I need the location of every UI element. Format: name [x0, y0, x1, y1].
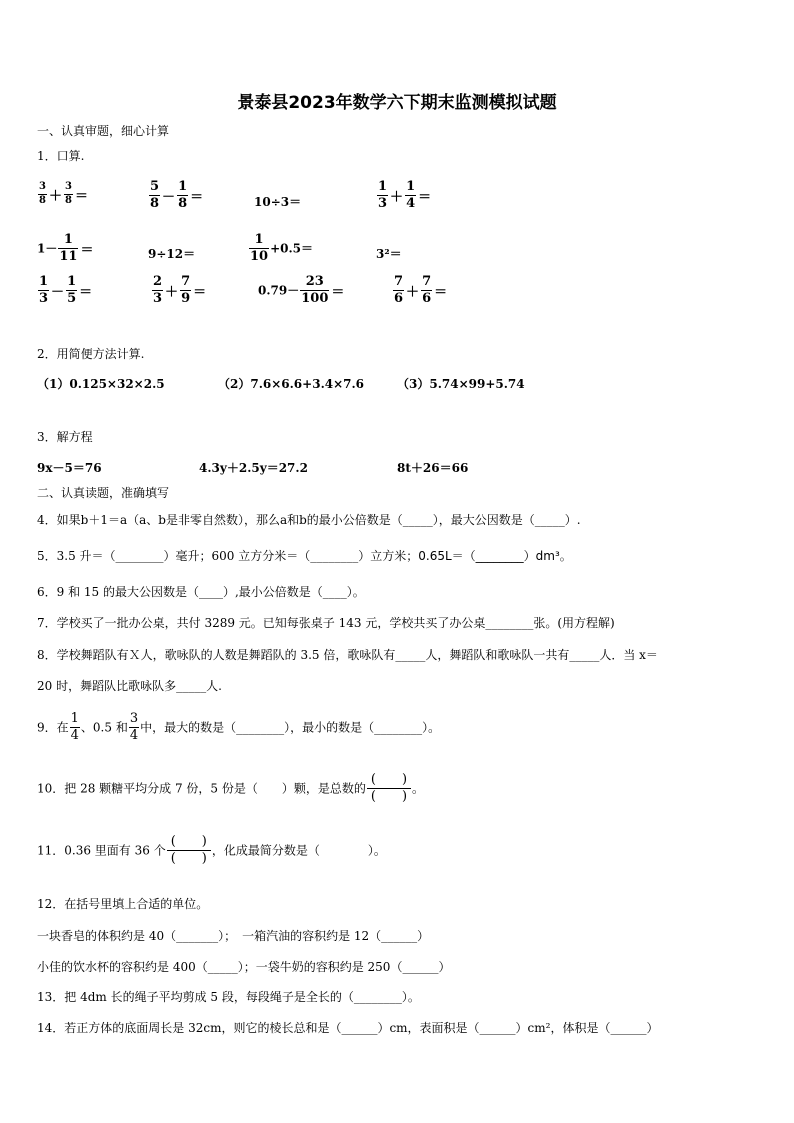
q14-text: 14．若正方体的底面周长是 32cm，则它的棱长总和是（______）cm，表面积是（______）cm²，体积是（______） — [37, 1021, 659, 1035]
q12-line-1: 一块香皂的体积约是 40（_______）； 一箱汽油的容积约是 12（______） — [37, 929, 430, 943]
calc-2c: $\frac{1}{10}$ +0.5＝ — [250, 232, 314, 264]
q3-label: 3．解方程 — [37, 430, 93, 444]
q4-text: 4．如果b＋1＝a（a、b是非零自然数），那么a和b的最小公倍数是（_____），最大公因数是（_____）. — [37, 513, 581, 527]
q12-line-2: 小佳的饮水杯的容积约是 400（_____）；一袋牛奶的容积约是 250（______） — [37, 960, 451, 974]
q2-item-3: （3）5.74×99+5.74 — [397, 377, 525, 391]
q2-item-1: （1）0.125×32×2.5 — [37, 377, 165, 391]
q8-line-2: 20 时，舞蹈队比歌咏队多_____人. — [37, 679, 222, 693]
q6-text: 6．9 和 15 的最大公因数是（____）,最小公倍数是（____）。 — [37, 585, 365, 599]
page-title: 景泰县2023年数学六下期末监测模拟试题 — [237, 93, 557, 113]
q5 — [37, 547, 572, 564]
calc-1a: $\frac{3}{8}$ ＋ $\frac{3}{8}$ ＝ — [39, 181, 88, 206]
q9: 9．在 $\frac{1}{4}$ 、0.5 和 $\frac{3}{4}$ 中，最大的数是（________），最小的数是（________）。 — [37, 711, 441, 743]
calc-3d: $\frac{7}{6}$ ＋ $\frac{7}{6}$ ＝ — [394, 274, 448, 306]
section-1-heading: 一、认真审题，细心计算 — [37, 124, 170, 138]
calc-2d: 3²＝ — [376, 247, 402, 261]
section-2-heading: 二、认真读题，准确填写 — [37, 486, 170, 500]
q5-tail: 0.65L＝（________）dm³。 — [418, 549, 572, 563]
calc-1b: $\frac{5}{8}$ － $\frac{1}{8}$ ＝ — [150, 179, 204, 211]
calc-2a: 1－ $\frac{1}{11}$ ＝ — [37, 232, 94, 264]
q3-item-1: 9x－5＝76 — [37, 461, 102, 475]
q5-text: 5．3.5 升＝（________）毫升；600 立方分米＝（________）立方米； — [37, 549, 419, 563]
calc-3b: $\frac{2}{3}$ ＋ $\frac{7}{9}$ ＝ — [153, 274, 207, 306]
q2-item-2: （2）7.6×6.6+3.4×7.6 — [218, 377, 365, 391]
calc-1d: $\frac{1}{3}$ ＋ $\frac{1}{4}$ ＝ — [378, 179, 432, 211]
q10: 10．把 28 颗糖平均分成 7 份，5 份是（ ）颗，是总数的 $\frac{( )}{( )}$ 。 — [37, 772, 425, 804]
q8-line-1: 8．学校舞蹈队有Ｘ人，歌咏队的人数是舞蹈队的 3.5 倍，歌咏队有_____人，舞蹈队和歌咏队一共有_____人．当 x＝ — [37, 648, 658, 662]
calc-3a: $\frac{1}{3}$ － $\frac{1}{5}$ ＝ — [39, 274, 93, 306]
q3-item-3: 8t＋26＝66 — [397, 461, 469, 475]
calc-2b: 9÷12＝ — [148, 247, 196, 261]
calc-3c: 0.79－ $\frac{23}{100}$ ＝ — [258, 274, 345, 306]
q11: 11．0.36 里面有 36 个 $\frac{( )}{( )}$ ，化成最简分数是（ ）。 — [37, 834, 386, 866]
q13-text: 13．把 4dm 长的绳子平均剪成 5 段，每段绳子是全长的（________）。 — [37, 990, 420, 1004]
q7-text: 7．学校买了一批办公桌，共付 3289 元。已知每张桌子 143 元，学校共买了办公桌________张。(用方程解) — [37, 616, 615, 630]
q1-label: 1．口算. — [37, 149, 85, 163]
q2-label: 2．用简便方法计算. — [37, 347, 145, 361]
calc-1c: 10÷3＝ — [254, 195, 302, 209]
q12-label: 12．在括号里填上合适的单位。 — [37, 897, 209, 911]
q3-item-2: 4.3y＋2.5y＝27.2 — [199, 461, 308, 475]
